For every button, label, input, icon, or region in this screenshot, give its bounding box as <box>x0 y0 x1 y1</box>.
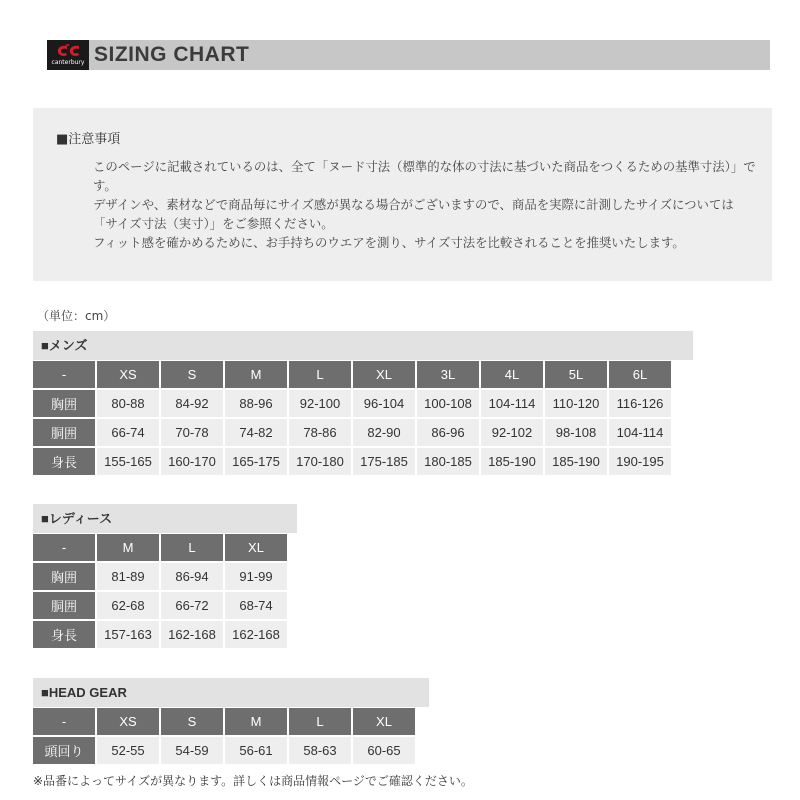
table-cell: 84-92 <box>161 390 223 417</box>
header-bar <box>47 40 770 70</box>
header-cell: S <box>161 708 223 735</box>
notes-line: デザインや、素材などで商品毎にサイズ感が異なる場合がございますので、商品を実際に計測したサイズについては「サイズ寸法（実寸）」をご参照ください。 <box>93 197 734 231</box>
row-label: 頭回り <box>33 737 95 764</box>
table-cell: 160-170 <box>161 448 223 475</box>
headgear-size-table <box>31 706 417 766</box>
table-row <box>33 448 671 475</box>
mens-size-table <box>31 359 673 477</box>
table-cell: 104-114 <box>609 419 671 446</box>
unit-label: （単位：cm） <box>37 309 116 323</box>
header-cell: XS <box>97 361 159 388</box>
header-cell: 4L <box>481 361 543 388</box>
table-cell: 185-190 <box>481 448 543 475</box>
ladies-size-table <box>31 532 289 650</box>
brand-logo <box>47 40 89 70</box>
table-cell: 185-190 <box>545 448 607 475</box>
header-cell: XL <box>225 534 287 561</box>
notes-line: このページに記載されているのは、全て「ヌード寸法（標準的な体の寸法に基づいた商品をつくるための基準寸法）」です。 <box>93 159 756 193</box>
row-label: 胴囲 <box>33 592 95 619</box>
header-cell: XL <box>353 708 415 735</box>
table-cell: 155-165 <box>97 448 159 475</box>
table-cell: 81-89 <box>97 563 159 590</box>
header-cell: - <box>33 534 95 561</box>
header-cell: L <box>289 361 351 388</box>
table-cell: 162-168 <box>225 621 287 648</box>
notes-line: フィット感を確かめるために、お手持ちのウエアを測り、サイズ寸法を比較されることを推奨いたします。 <box>93 235 685 250</box>
table-cell: 162-168 <box>161 621 223 648</box>
row-label: 身長 <box>33 448 95 475</box>
table-cell: 52-55 <box>97 737 159 764</box>
table-cell: 175-185 <box>353 448 415 475</box>
table-cell: 190-195 <box>609 448 671 475</box>
header-cell: M <box>97 534 159 561</box>
headgear-section-title: ■HEAD GEAR <box>33 678 429 707</box>
table-cell: 116-126 <box>609 390 671 417</box>
table-row <box>33 592 287 619</box>
header-cell: 6L <box>609 361 671 388</box>
header-cell: M <box>225 708 287 735</box>
row-label: 胸囲 <box>33 563 95 590</box>
notes-panel <box>33 108 772 281</box>
table-row <box>33 621 287 648</box>
header-cell: L <box>161 534 223 561</box>
table-cell: 74-82 <box>225 419 287 446</box>
table-cell: 66-74 <box>97 419 159 446</box>
table-cell: 82-90 <box>353 419 415 446</box>
table-cell: 78-86 <box>289 419 351 446</box>
table-row <box>33 737 415 764</box>
header-cell: - <box>33 708 95 735</box>
table-cell: 56-61 <box>225 737 287 764</box>
logo-text: canterbury <box>51 59 85 66</box>
table-cell: 157-163 <box>97 621 159 648</box>
table-cell: 92-102 <box>481 419 543 446</box>
table-cell: 80-88 <box>97 390 159 417</box>
table-cell: 110-120 <box>545 390 607 417</box>
header-cell: L <box>289 708 351 735</box>
table-cell: 54-59 <box>161 737 223 764</box>
table-row <box>33 390 671 417</box>
table-cell: 60-65 <box>353 737 415 764</box>
notes-body <box>93 157 758 252</box>
footnote: ※品番によってサイズが異なります。詳しくは商品情報ページでご確認ください。 <box>33 774 473 788</box>
header-cell: - <box>33 361 95 388</box>
table-row <box>33 419 671 446</box>
table-cell: 96-104 <box>353 390 415 417</box>
header-cell: S <box>161 361 223 388</box>
table-header-row <box>33 361 671 388</box>
ladies-section-title: ■レディース <box>33 504 297 533</box>
row-label: 胴囲 <box>33 419 95 446</box>
notes-heading: ■注意事項 <box>56 132 121 147</box>
table-cell: 92-100 <box>289 390 351 417</box>
table-header-row <box>33 534 287 561</box>
table-cell: 100-108 <box>417 390 479 417</box>
table-row <box>33 563 287 590</box>
page-title: SIZING CHART <box>94 43 250 66</box>
table-cell: 58-63 <box>289 737 351 764</box>
header-cell: XS <box>97 708 159 735</box>
header-cell: XL <box>353 361 415 388</box>
table-cell: 70-78 <box>161 419 223 446</box>
table-cell: 62-68 <box>97 592 159 619</box>
table-cell: 68-74 <box>225 592 287 619</box>
table-cell: 86-96 <box>417 419 479 446</box>
header-cell: 3L <box>417 361 479 388</box>
table-cell: 180-185 <box>417 448 479 475</box>
table-cell: 91-99 <box>225 563 287 590</box>
table-cell: 104-114 <box>481 390 543 417</box>
canterbury-cc-logo-icon <box>55 44 81 58</box>
table-cell: 88-96 <box>225 390 287 417</box>
row-label: 胸囲 <box>33 390 95 417</box>
table-header-row <box>33 708 415 735</box>
table-cell: 86-94 <box>161 563 223 590</box>
table-cell: 165-175 <box>225 448 287 475</box>
table-cell: 170-180 <box>289 448 351 475</box>
table-cell: 98-108 <box>545 419 607 446</box>
mens-section-title: ■メンズ <box>33 331 693 360</box>
table-cell: 66-72 <box>161 592 223 619</box>
row-label: 身長 <box>33 621 95 648</box>
header-cell: 5L <box>545 361 607 388</box>
header-cell: M <box>225 361 287 388</box>
